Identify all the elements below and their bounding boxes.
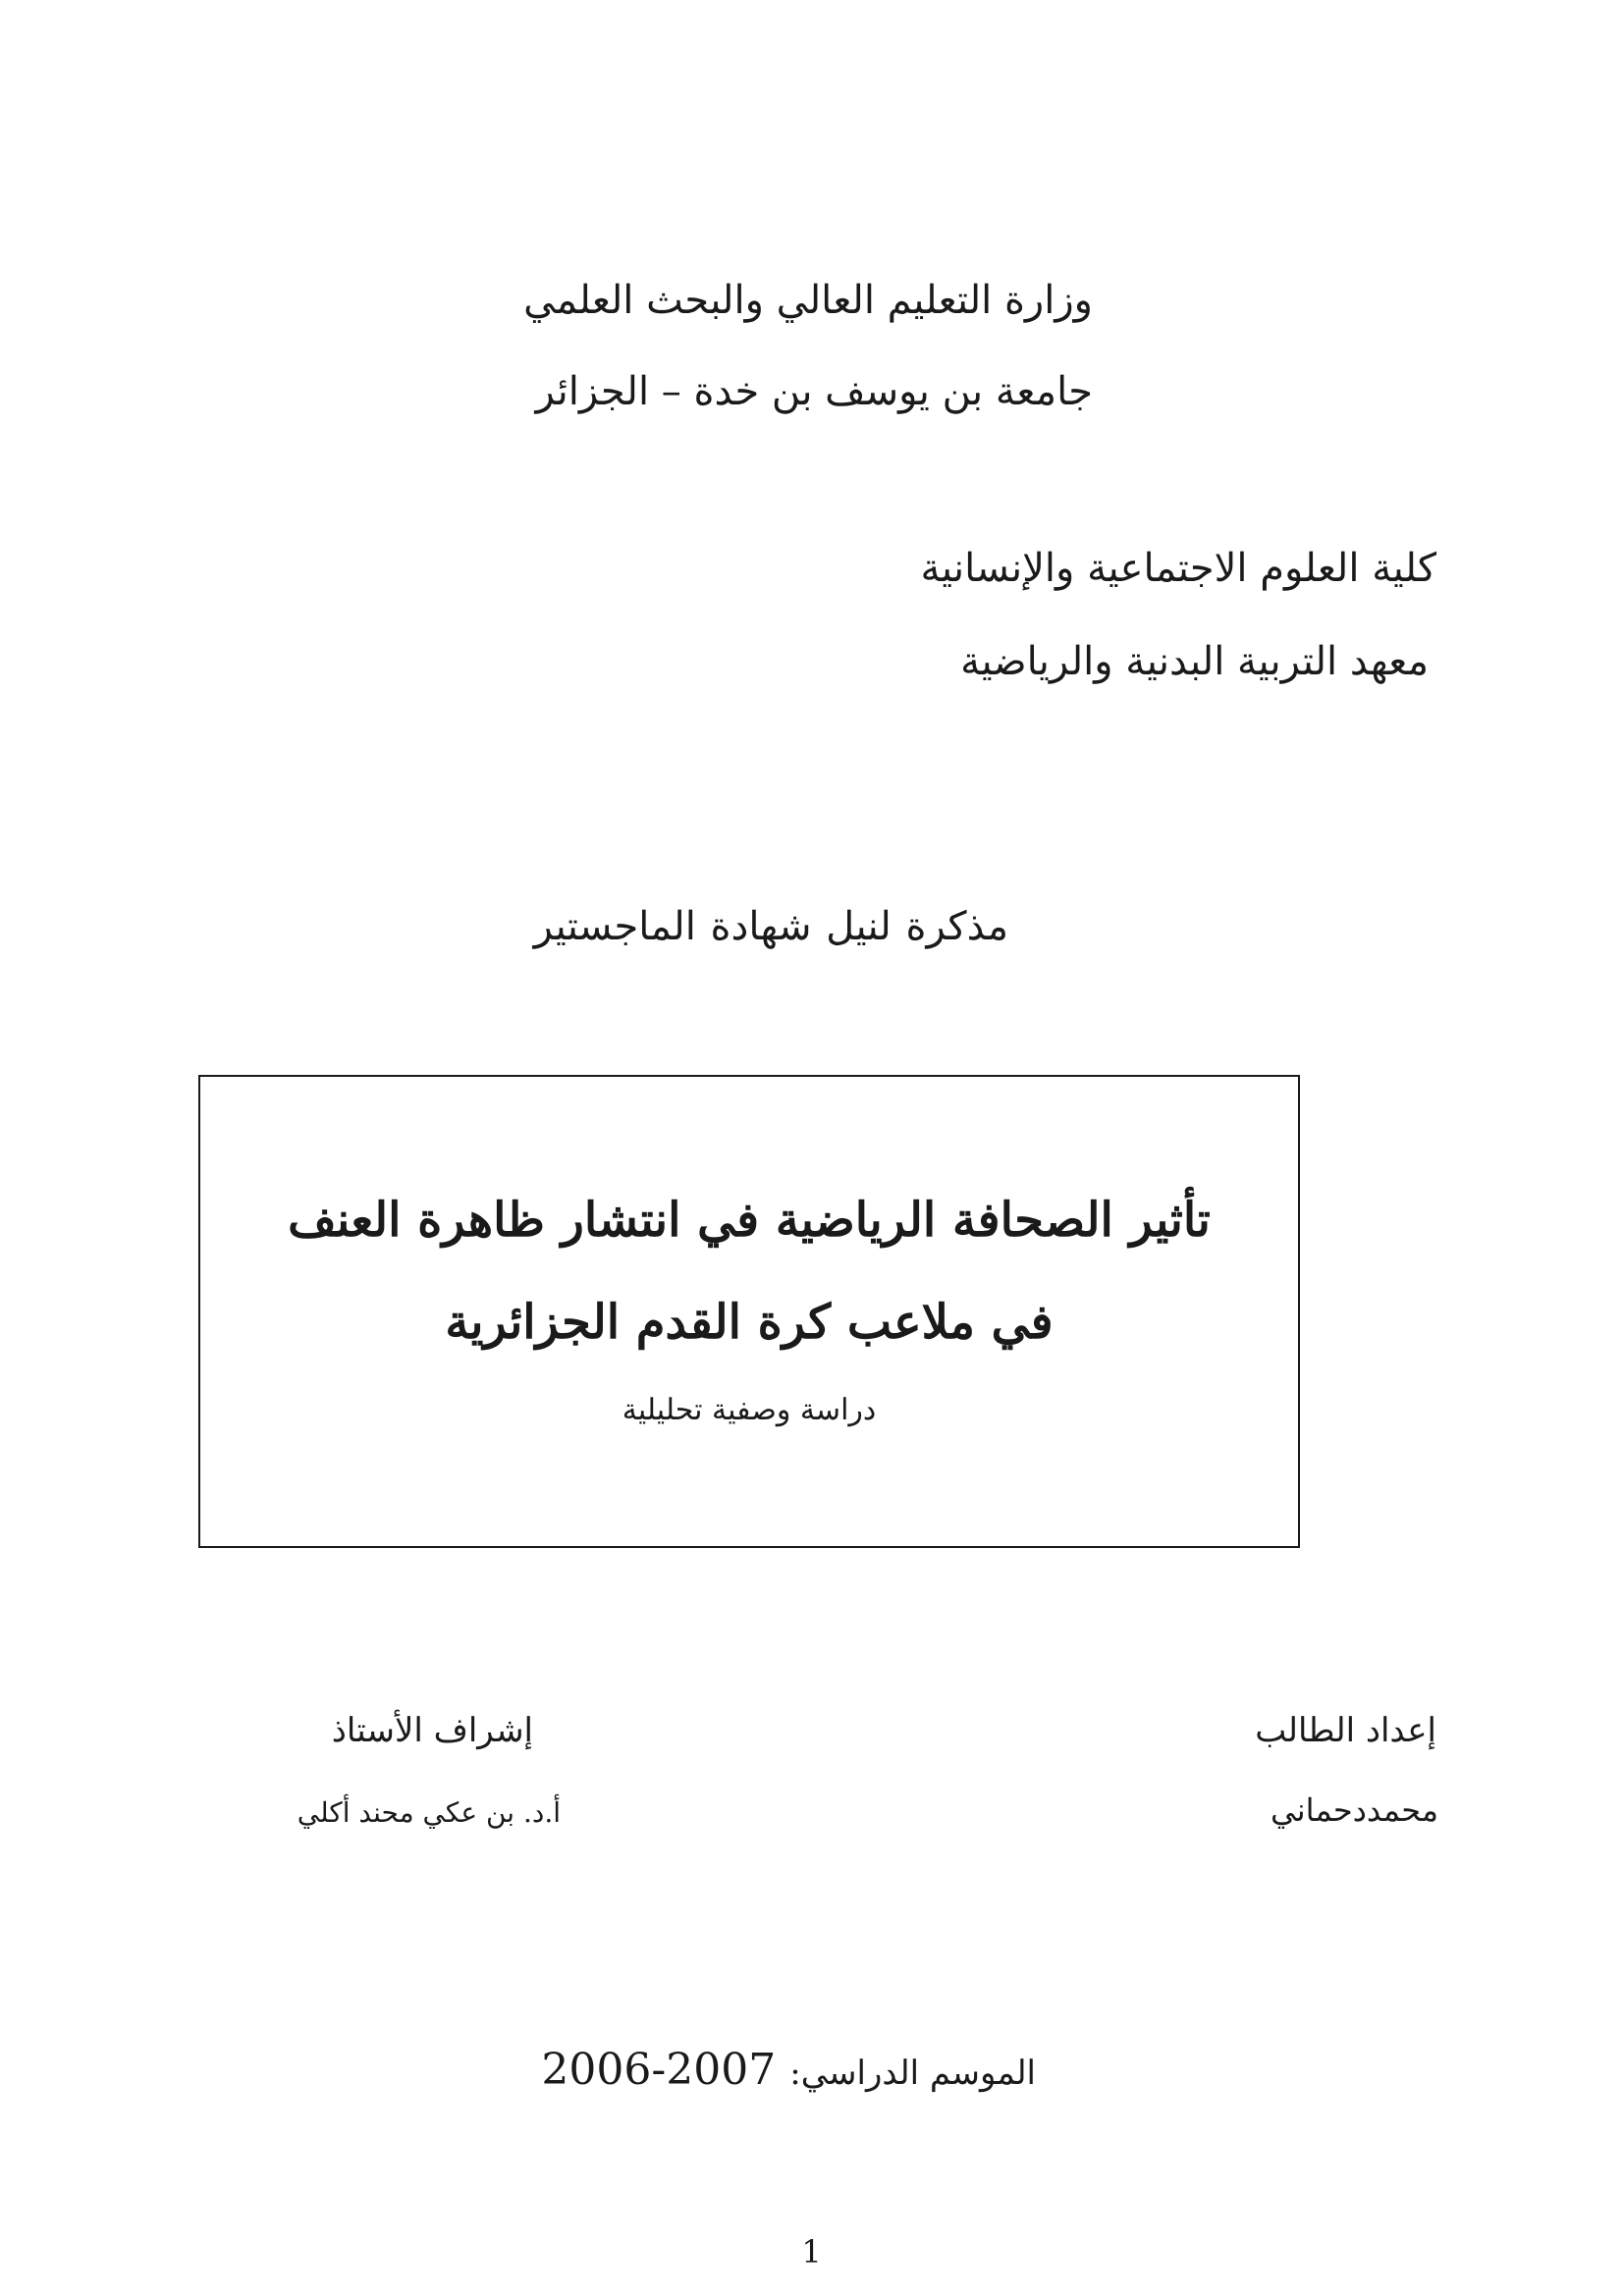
institute-name: معهد التربية البدنية والرياضية bbox=[960, 639, 1429, 684]
thesis-title-line-2: في ملاعب كرة القدم الجزائرية bbox=[445, 1295, 1054, 1350]
student-name: محمددحماني bbox=[1271, 1791, 1438, 1829]
ministry-name: وزارة التعليم العالي والبحث العلمي bbox=[523, 278, 1093, 323]
thesis-title-box bbox=[198, 1075, 1300, 1548]
prepared-by-label: إعداد الطالب bbox=[1255, 1711, 1436, 1750]
academic-year-label: الموسم الدراسي: bbox=[789, 2054, 1036, 2093]
supervisor-name: أ.د. بن عكي محند أكلي bbox=[297, 1796, 561, 1829]
academic-year-value: 2006-2007 bbox=[541, 2045, 777, 2095]
university-name: جامعة بن يوسف بن خدة – الجزائر bbox=[535, 369, 1093, 414]
academic-year bbox=[541, 2045, 1036, 2097]
thesis-title-line-1: تأثير الصحافة الرياضية في انتشار ظاهرة العنف bbox=[288, 1193, 1211, 1248]
page-number: 1 bbox=[801, 2233, 822, 2270]
thesis-subtitle: دراسة وصفية تحليلية bbox=[622, 1393, 877, 1427]
degree-statement: مذكرة لنيل شهادة الماجستير bbox=[533, 904, 1008, 949]
faculty-name: كلية العلوم الاجتماعية والإنسانية bbox=[920, 546, 1436, 591]
supervisor-label: إشراف الأستاذ bbox=[331, 1711, 533, 1750]
